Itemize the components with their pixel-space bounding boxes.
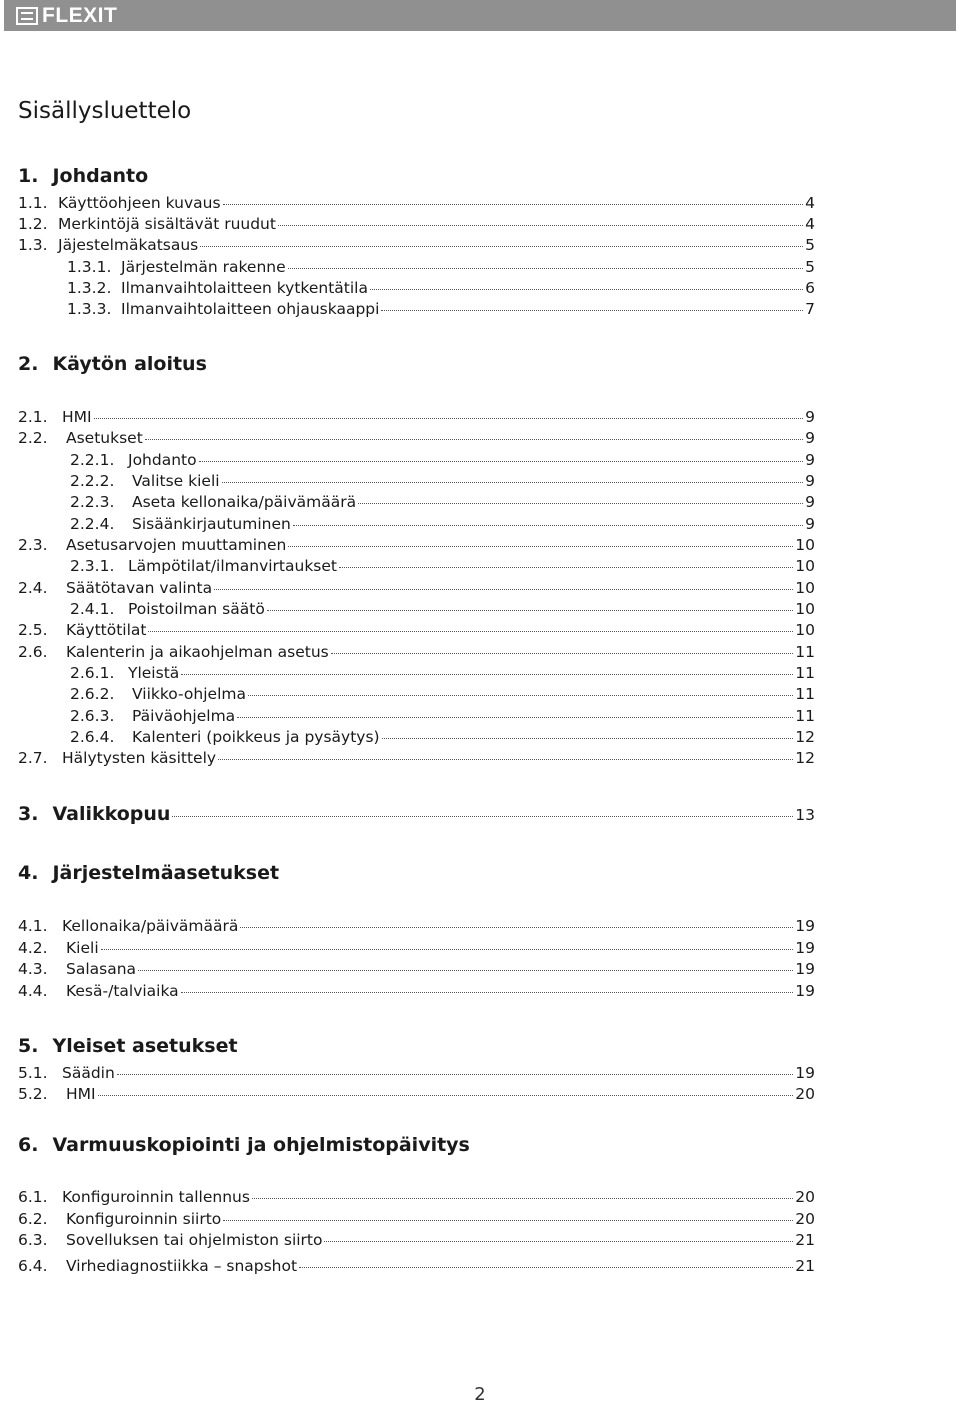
toc-entry[interactable] xyxy=(18,643,815,663)
entry-number: 2.1. xyxy=(18,408,48,426)
entry-number: 2.6. xyxy=(18,643,48,661)
dot-leader xyxy=(172,816,793,817)
page-ref: 20 xyxy=(795,1188,815,1206)
page-ref: 9 xyxy=(805,451,815,469)
page-ref: 21 xyxy=(795,1257,815,1275)
toc-entry[interactable] xyxy=(70,493,815,513)
toc-entry[interactable] xyxy=(18,749,815,769)
entry-label: Kellonaika/päivämäärä xyxy=(62,917,239,935)
page-ref: 11 xyxy=(795,685,815,703)
entry-number: 4.4. xyxy=(18,982,48,1000)
dot-leader xyxy=(370,289,803,290)
entry-label: Ilmanvaihtolaitteen ohjauskaappi xyxy=(121,300,380,318)
dot-leader xyxy=(145,439,803,440)
page-ref: 19 xyxy=(795,1064,815,1082)
page-ref: 4 xyxy=(805,194,815,212)
dot-leader xyxy=(324,1241,793,1242)
entry-label: Lämpötilat/ilmanvirtaukset xyxy=(128,557,337,575)
dot-leader xyxy=(218,759,793,760)
toc-entry[interactable] xyxy=(18,215,815,235)
section-number: 6. xyxy=(18,1134,39,1156)
toc-entry[interactable] xyxy=(18,982,815,1002)
page-title: Sisällysluettelo xyxy=(18,98,192,124)
entry-label: Päiväohjelma xyxy=(132,707,236,725)
entry-number: 5.2. xyxy=(18,1085,48,1103)
entry-number: 2.2.4. xyxy=(70,515,115,533)
toc-entry[interactable] xyxy=(70,515,815,535)
entry-label: Jäjestelmäkatsaus xyxy=(58,236,199,254)
entry-label: Sovelluksen tai ohjelmiston siirto xyxy=(66,1231,323,1249)
toc-entry[interactable] xyxy=(18,194,815,214)
page-ref: 5 xyxy=(805,258,815,276)
entry-number: 1.3. xyxy=(18,236,48,254)
page-ref: 19 xyxy=(795,939,815,957)
page-ref: 13 xyxy=(795,806,815,824)
dot-leader xyxy=(181,674,793,675)
page-ref: 10 xyxy=(795,600,815,618)
page-ref: 10 xyxy=(795,536,815,554)
dot-leader xyxy=(248,695,793,696)
entry-number: 5.1. xyxy=(18,1064,48,1082)
toc-entry[interactable] xyxy=(67,258,815,278)
entry-label: Konfiguroinnin tallennus xyxy=(62,1188,250,1206)
flexit-logo-icon xyxy=(16,7,38,25)
entry-label: Kieli xyxy=(66,939,99,957)
dot-leader xyxy=(200,246,803,247)
entry-number: 2.2. xyxy=(18,429,48,447)
dot-leader xyxy=(382,738,794,739)
entry-label: Käyttötilat xyxy=(66,621,147,639)
dot-leader xyxy=(288,268,803,269)
dot-leader xyxy=(358,503,803,504)
entry-label: Kesä-/talviaika xyxy=(66,982,179,1000)
toc-entry[interactable] xyxy=(18,236,815,256)
entry-number: 4.2. xyxy=(18,939,48,957)
entry-label: Kalenteri (poikkeus ja pysäytys) xyxy=(132,728,380,746)
section-title: Yleiset asetukset xyxy=(52,1035,238,1057)
entry-number: 2.6.1. xyxy=(70,664,115,682)
section-number: 2. xyxy=(18,353,39,375)
entry-label: Ilmanvaihtolaitteen kytkentätila xyxy=(121,279,368,297)
entry-label: Johdanto xyxy=(128,451,197,469)
entry-number: 6.2. xyxy=(18,1210,48,1228)
section-title: Käytön aloitus xyxy=(52,353,207,375)
section-number: 4. xyxy=(18,862,39,884)
dot-leader xyxy=(223,204,804,205)
entry-number: 2.3. xyxy=(18,536,48,554)
dot-leader xyxy=(299,1267,793,1268)
toc-entry[interactable] xyxy=(70,451,815,471)
entry-label: Konfiguroinnin siirto xyxy=(66,1210,222,1228)
dot-leader xyxy=(267,610,793,611)
page-ref: 10 xyxy=(795,579,815,597)
entry-number: 2.2.1. xyxy=(70,451,115,469)
dot-leader xyxy=(288,546,793,547)
dot-leader xyxy=(148,631,793,632)
entry-label: Asetukset xyxy=(66,429,143,447)
entry-label: Valitse kieli xyxy=(132,472,220,490)
entry-label: Aseta kellonaika/päivämäärä xyxy=(132,493,357,511)
entry-label: Kalenterin ja aikaohjelman asetus xyxy=(66,643,329,661)
toc-entry[interactable] xyxy=(18,1085,815,1105)
toc-entry[interactable] xyxy=(18,939,815,959)
section-number: 5. xyxy=(18,1035,39,1057)
entry-number: 4.1. xyxy=(18,917,48,935)
toc-entry[interactable] xyxy=(70,685,815,705)
toc-entry[interactable] xyxy=(67,300,815,320)
entry-label: Säätötavan valinta xyxy=(66,579,213,597)
toc-entry[interactable] xyxy=(70,600,815,620)
page-number: 2 xyxy=(474,1384,486,1405)
toc-entry[interactable] xyxy=(18,621,815,641)
entry-number: 6.3. xyxy=(18,1231,48,1249)
dot-leader xyxy=(240,927,793,928)
entry-number: 1.3.1. xyxy=(67,258,112,276)
page-ref: 9 xyxy=(805,493,815,511)
entry-number: 2.6.2. xyxy=(70,685,115,703)
entry-label: Säädin xyxy=(62,1064,115,1082)
entry-number: 1.3.3. xyxy=(67,300,112,318)
entry-number: 2.5. xyxy=(18,621,48,639)
entry-number: 2.3.1. xyxy=(70,557,115,575)
entry-number: 6.4. xyxy=(18,1257,48,1275)
section-title: Varmuuskopiointi ja ohjelmistopäivitys xyxy=(52,1134,470,1156)
entry-number: 1.2. xyxy=(18,215,48,233)
page-ref: 11 xyxy=(795,643,815,661)
page-ref: 10 xyxy=(795,557,815,575)
dot-leader xyxy=(94,418,804,419)
entry-label: Merkintöjä sisältävät ruudut xyxy=(58,215,276,233)
toc-entry[interactable] xyxy=(70,728,815,748)
page-ref: 7 xyxy=(805,300,815,318)
toc-entry[interactable] xyxy=(18,1210,815,1230)
toc-entry[interactable] xyxy=(18,1231,815,1251)
page-ref: 9 xyxy=(805,472,815,490)
entry-number: 2.4.1. xyxy=(70,600,115,618)
page-ref: 19 xyxy=(795,982,815,1000)
section-heading-5[interactable] xyxy=(18,1035,238,1057)
dot-leader xyxy=(278,225,803,226)
entry-label: Salasana xyxy=(66,960,137,978)
section-heading-4[interactable] xyxy=(18,862,279,884)
entry-label: Asetusarvojen muuttaminen xyxy=(66,536,287,554)
entry-number: 2.7. xyxy=(18,749,48,767)
toc-entry[interactable] xyxy=(70,707,815,727)
toc-entry[interactable] xyxy=(18,1064,815,1084)
section-heading-1[interactable] xyxy=(18,165,148,187)
entry-number: 2.2.2. xyxy=(70,472,115,490)
dot-leader xyxy=(117,1074,793,1075)
entry-label: Järjestelmän rakenne xyxy=(121,258,286,276)
entry-number: 4.3. xyxy=(18,960,48,978)
entry-label: Yleistä xyxy=(128,664,180,682)
section-heading-2[interactable] xyxy=(18,353,207,375)
section-number: 1. xyxy=(18,165,39,187)
entry-number: 1.3.2. xyxy=(67,279,112,297)
dot-leader xyxy=(293,525,803,526)
page-ref: 6 xyxy=(805,279,815,297)
entry-label: Viikko-ohjelma xyxy=(132,685,246,703)
page-ref: 9 xyxy=(805,408,815,426)
toc-entry[interactable] xyxy=(18,579,815,599)
dot-leader xyxy=(199,461,804,462)
dot-leader xyxy=(381,310,803,311)
dot-leader xyxy=(237,717,793,718)
page-ref: 20 xyxy=(795,1210,815,1228)
dot-leader xyxy=(222,482,804,483)
section-title: Valikkopuu xyxy=(52,803,171,825)
dot-leader xyxy=(214,589,793,590)
toc-entry[interactable] xyxy=(67,279,815,299)
page-ref: 4 xyxy=(805,215,815,233)
toc-entry[interactable] xyxy=(18,1257,815,1277)
page-ref: 12 xyxy=(795,749,815,767)
toc-entry[interactable] xyxy=(70,664,815,684)
section-heading-3[interactable] xyxy=(18,803,815,827)
toc-entry[interactable] xyxy=(18,429,815,449)
entry-label: Hälytysten käsittely xyxy=(62,749,217,767)
section-title: Johdanto xyxy=(52,165,149,187)
dot-leader xyxy=(252,1198,793,1199)
section-heading-6[interactable] xyxy=(18,1134,470,1156)
toc-entry[interactable] xyxy=(18,960,815,980)
page-ref: 11 xyxy=(795,664,815,682)
entry-number: 2.6.3. xyxy=(70,707,115,725)
dot-leader xyxy=(101,949,794,950)
page-ref: 11 xyxy=(795,707,815,725)
entry-label: Poistoilman säätö xyxy=(128,600,265,618)
header-bar xyxy=(4,0,956,31)
entry-label: Virhediagnostiikka – snapshot xyxy=(66,1257,298,1275)
toc-entry[interactable] xyxy=(70,472,815,492)
entry-number: 2.2.3. xyxy=(70,493,115,511)
page-ref: 19 xyxy=(795,917,815,935)
section-title: Järjestelmäasetukset xyxy=(52,862,280,884)
entry-number: 2.6.4. xyxy=(70,728,115,746)
page-ref: 20 xyxy=(795,1085,815,1103)
toc-entry[interactable] xyxy=(18,1188,815,1208)
dot-leader xyxy=(98,1095,794,1096)
page-ref: 19 xyxy=(795,960,815,978)
entry-number: 6.1. xyxy=(18,1188,48,1206)
dot-leader xyxy=(339,567,793,568)
section-number: 3. xyxy=(18,803,39,825)
page-ref: 5 xyxy=(805,236,815,254)
toc-entry[interactable] xyxy=(70,557,815,577)
page-ref: 12 xyxy=(795,728,815,746)
entry-label: Käyttöohjeen kuvaus xyxy=(58,194,221,212)
toc-entry[interactable] xyxy=(18,408,815,428)
brand-name: FLEXIT xyxy=(42,3,118,27)
toc-entry[interactable] xyxy=(18,536,815,556)
page-ref: 10 xyxy=(795,621,815,639)
dot-leader xyxy=(331,653,794,654)
page-ref: 9 xyxy=(805,515,815,533)
entry-number: 1.1. xyxy=(18,194,48,212)
entry-label: Sisäänkirjautuminen xyxy=(132,515,291,533)
entry-label: HMI xyxy=(62,408,92,426)
toc-entry[interactable] xyxy=(18,917,815,937)
dot-leader xyxy=(138,970,793,971)
entry-label: HMI xyxy=(66,1085,96,1103)
page-ref: 21 xyxy=(795,1231,815,1249)
dot-leader xyxy=(181,992,794,993)
dot-leader xyxy=(223,1220,793,1221)
brand-logo xyxy=(16,4,117,27)
page-ref: 9 xyxy=(805,429,815,447)
entry-number: 2.4. xyxy=(18,579,48,597)
